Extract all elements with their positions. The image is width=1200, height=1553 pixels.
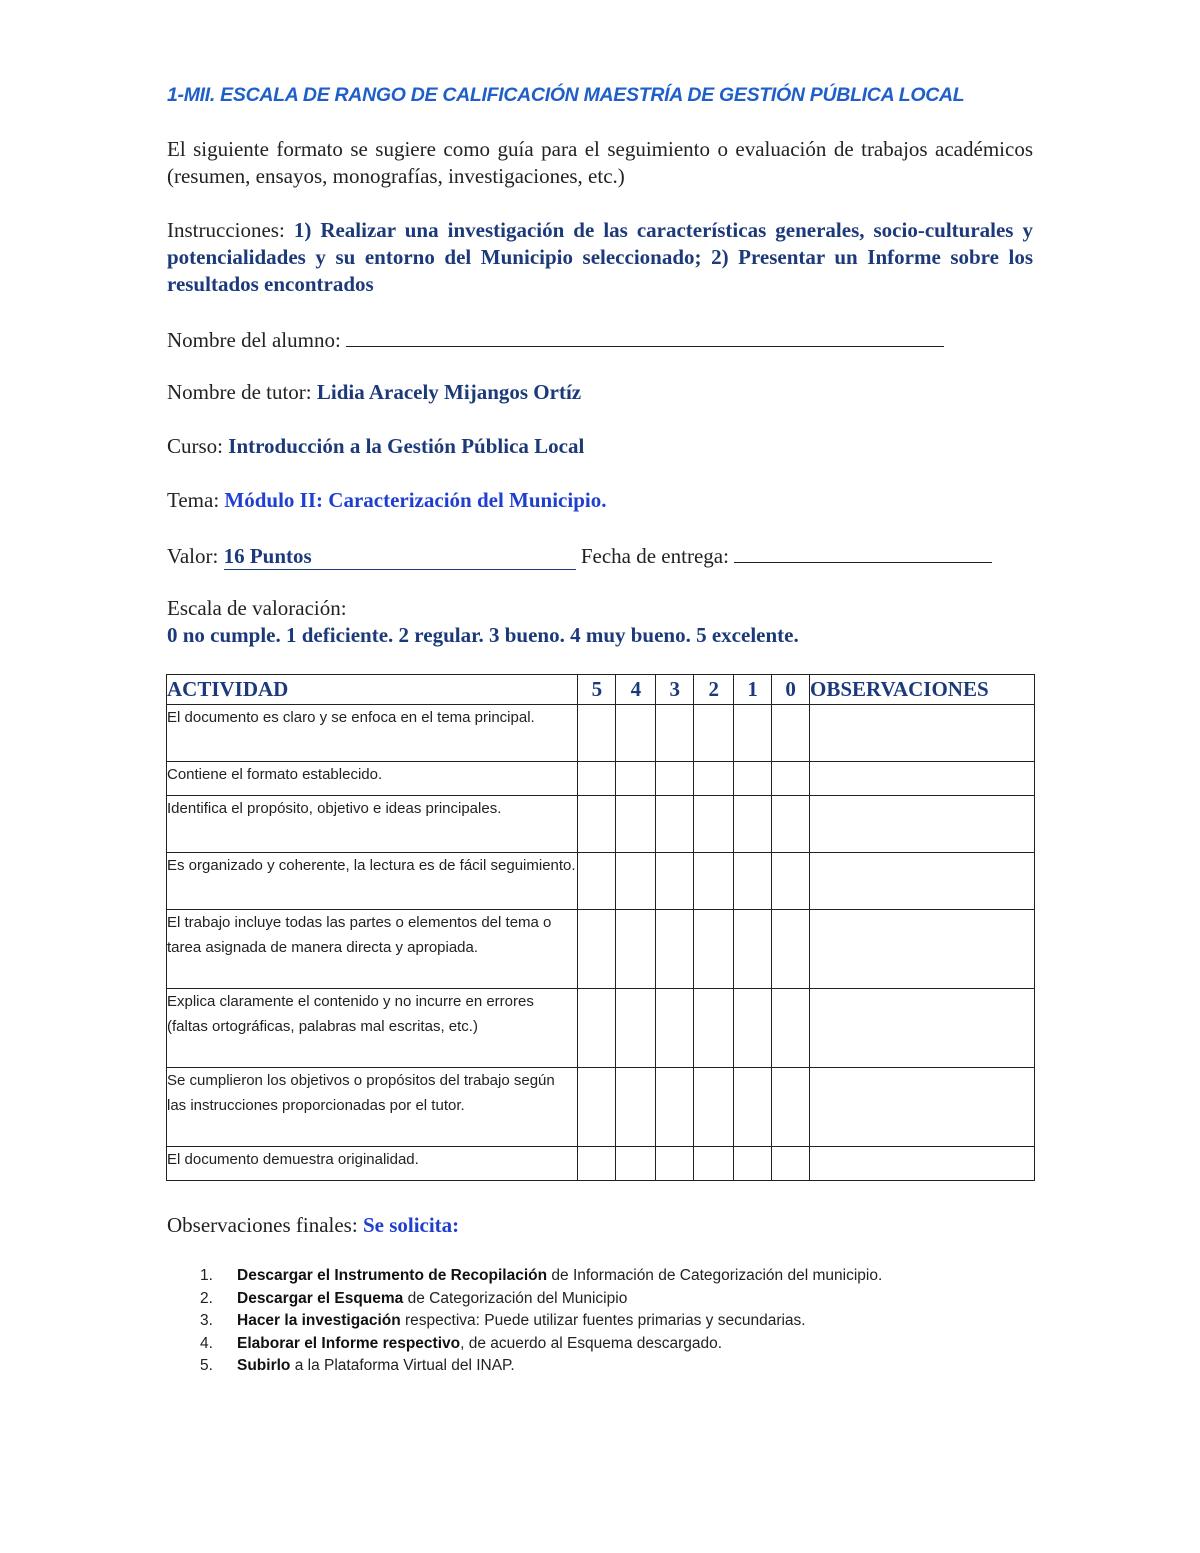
list-item: [200, 1355, 882, 1378]
list-item-number: 3.: [200, 1312, 213, 1329]
list-item-number: 5.: [200, 1357, 213, 1374]
criterion-text: Es organizado y coherente, la lectura es de fácil seguimiento.: [167, 853, 578, 910]
score-cell-2[interactable]: [694, 989, 734, 1068]
score-cell-5[interactable]: [578, 796, 616, 853]
score-cell-4[interactable]: [616, 796, 656, 853]
list-item: [200, 1310, 882, 1333]
header-activity: ACTIVIDAD: [167, 675, 578, 705]
score-cell-4[interactable]: [616, 1068, 656, 1147]
table-row: [167, 910, 1035, 989]
score-cell-3[interactable]: [656, 705, 694, 762]
observations-cell[interactable]: [810, 705, 1035, 762]
table-row: [167, 796, 1035, 853]
steps-list: [200, 1265, 882, 1378]
header-score-2: 2: [694, 675, 734, 705]
course-field: [167, 434, 584, 459]
scale-text: [167, 623, 799, 648]
score-cell-1[interactable]: [734, 705, 772, 762]
instructions-label: Instrucciones:: [167, 218, 294, 242]
rubric-header-row: [167, 675, 1035, 705]
student-name-field: [167, 326, 944, 353]
value-points: 16 Puntos: [224, 544, 576, 570]
score-cell-2[interactable]: [694, 910, 734, 989]
final-observations-label: Observaciones finales:: [167, 1213, 363, 1237]
list-item-text: de Información de Categorización del municipio.: [547, 1267, 883, 1284]
score-cell-5[interactable]: [578, 853, 616, 910]
header-score-0: 0: [772, 675, 810, 705]
due-date-label: Fecha de entrega:: [575, 544, 735, 568]
list-item: [200, 1265, 882, 1288]
list-item-text: a la Plataforma Virtual del INAP.: [290, 1357, 515, 1374]
score-cell-0[interactable]: [772, 1068, 810, 1147]
criterion-text: Identifica el propósito, objetivo e ideas principales.: [167, 796, 578, 853]
list-item-number: 2.: [200, 1289, 213, 1307]
score-cell-3[interactable]: [656, 796, 694, 853]
observations-cell[interactable]: [810, 796, 1035, 853]
list-item-action: Subirlo: [237, 1357, 291, 1374]
score-cell-3[interactable]: [656, 1147, 694, 1181]
header-score-4: 4: [616, 675, 656, 705]
score-cell-3[interactable]: [656, 910, 694, 989]
list-item-text: de Categorización del Municipio: [403, 1289, 628, 1307]
list-item: [200, 1333, 882, 1356]
header-score-1: 1: [734, 675, 772, 705]
score-cell-1[interactable]: [734, 1068, 772, 1147]
score-cell-5[interactable]: [578, 762, 616, 796]
header-score-3: 3: [656, 675, 694, 705]
score-cell-1[interactable]: [734, 762, 772, 796]
intro-paragraph: El siguiente formato se sugiere como guía para el seguimiento o evaluación de trabajos académicos (resumen, ensayos, monografías, investigaciones, etc.): [167, 137, 1033, 188]
score-cell-5[interactable]: [578, 1068, 616, 1147]
instructions-paragraph: [167, 217, 1033, 298]
student-name-blank[interactable]: [346, 326, 944, 347]
observations-cell[interactable]: [810, 989, 1035, 1068]
score-cell-0[interactable]: [772, 910, 810, 989]
observations-cell[interactable]: [810, 1147, 1035, 1181]
tutor-field: [167, 380, 581, 405]
scale-label: Escala de valoración:: [167, 596, 347, 620]
list-item-action: Descargar el Esquema: [237, 1289, 404, 1307]
table-row: [167, 853, 1035, 910]
topic-field: [167, 488, 606, 513]
score-cell-4[interactable]: [616, 989, 656, 1068]
final-observations: [167, 1213, 459, 1238]
score-cell-3[interactable]: [656, 853, 694, 910]
score-cell-0[interactable]: [772, 1147, 810, 1181]
due-date-blank[interactable]: [734, 542, 992, 563]
header-observations: OBSERVACIONES: [810, 675, 1035, 705]
tutor-label: Nombre de tutor:: [167, 380, 317, 404]
list-item-text: , de acuerdo al Esquema descargado.: [460, 1334, 723, 1352]
score-cell-4[interactable]: [616, 705, 656, 762]
score-cell-2[interactable]: [694, 1068, 734, 1147]
tutor-name: Lidia Aracely Mijangos Ortíz: [316, 380, 582, 404]
rubric-table: [166, 674, 1035, 1181]
list-item-number: 4.: [200, 1334, 213, 1352]
course-name: Introducción a la Gestión Pública Local: [228, 434, 585, 458]
score-cell-4[interactable]: [616, 1147, 656, 1181]
value-field: [167, 542, 992, 570]
score-cell-1[interactable]: [734, 796, 772, 853]
criterion-text: El documento es claro y se enfoca en el tema principal.: [167, 705, 578, 762]
list-item-text: respectiva: Puede utilizar fuentes primarias y secundarias.: [400, 1312, 806, 1329]
observations-cell[interactable]: [810, 1068, 1035, 1147]
criterion-text: El documento demuestra originalidad.: [167, 1147, 578, 1181]
list-item-action: Hacer la investigación: [237, 1312, 401, 1329]
list-item-action: Elaborar el Informe respectivo: [237, 1334, 461, 1352]
score-cell-1[interactable]: [734, 1147, 772, 1181]
criterion-text: Explica claramente el contenido y no incurre en errores (faltas ortográficas, palabras mal escritas, etc.): [167, 989, 578, 1068]
score-cell-5[interactable]: [578, 910, 616, 989]
score-cell-2[interactable]: [694, 853, 734, 910]
table-row: [167, 989, 1035, 1068]
topic-label: Tema:: [167, 488, 225, 512]
criterion-text: El trabajo incluye todas las partes o elementos del tema o tarea asignada de manera directa y apropiada.: [167, 910, 578, 989]
scale-values: 0 no cumple. 1 deficiente. 2 regular. 3 bueno. 4 muy bueno. 5 excelente.: [167, 623, 799, 647]
document-title: 1-MII. ESCALA DE RANGO DE CALIFICACIÓN MAESTRÍA DE GESTIÓN PÚBLICA LOCAL: [167, 84, 965, 106]
criterion-text: Contiene el formato establecido.: [167, 762, 578, 796]
topic-name: Módulo II: Caracterización del Municipio.: [224, 488, 607, 512]
score-cell-2[interactable]: [694, 1147, 734, 1181]
observations-cell[interactable]: [810, 910, 1035, 989]
final-observations-value: Se solicita:: [362, 1213, 460, 1237]
score-cell-0[interactable]: [772, 853, 810, 910]
score-cell-3[interactable]: [656, 762, 694, 796]
instructions-text: 1) Realizar una investigación de las características generales, socio-culturales y potencialidades y su entorno del Municipio seleccionado; 2) Presentar un Informe sobre los resultados encontrados: [167, 218, 1033, 296]
criterion-text: Se cumplieron los objetivos o propósitos del trabajo según las instrucciones proporcionadas por el tutor.: [167, 1068, 578, 1147]
table-row: [167, 1147, 1035, 1181]
score-cell-1[interactable]: [734, 989, 772, 1068]
observations-cell[interactable]: [810, 762, 1035, 796]
table-row: [167, 705, 1035, 762]
value-label: Valor:: [167, 544, 224, 568]
score-cell-2[interactable]: [694, 705, 734, 762]
score-cell-5[interactable]: [578, 1147, 616, 1181]
course-label: Curso:: [167, 434, 229, 458]
student-name-label: Nombre del alumno:: [167, 328, 347, 352]
list-item: [200, 1288, 882, 1311]
table-row: [167, 762, 1035, 796]
score-cell-1[interactable]: [734, 853, 772, 910]
header-score-5: 5: [578, 675, 616, 705]
table-row: [167, 1068, 1035, 1147]
observations-cell[interactable]: [810, 853, 1035, 910]
score-cell-4[interactable]: [616, 910, 656, 989]
score-cell-0[interactable]: [772, 705, 810, 762]
score-cell-5[interactable]: [578, 705, 616, 762]
score-cell-2[interactable]: [694, 796, 734, 853]
list-item-action: Descargar el Instrumento de Recopilación: [237, 1267, 548, 1284]
score-cell-3[interactable]: [656, 989, 694, 1068]
score-cell-4[interactable]: [616, 762, 656, 796]
score-cell-0[interactable]: [772, 762, 810, 796]
score-cell-0[interactable]: [772, 989, 810, 1068]
score-cell-4[interactable]: [616, 853, 656, 910]
score-cell-3[interactable]: [656, 1068, 694, 1147]
score-cell-0[interactable]: [772, 796, 810, 853]
score-cell-2[interactable]: [694, 762, 734, 796]
score-cell-1[interactable]: [734, 910, 772, 989]
score-cell-5[interactable]: [578, 989, 616, 1068]
list-item-number: 1.: [200, 1267, 213, 1284]
